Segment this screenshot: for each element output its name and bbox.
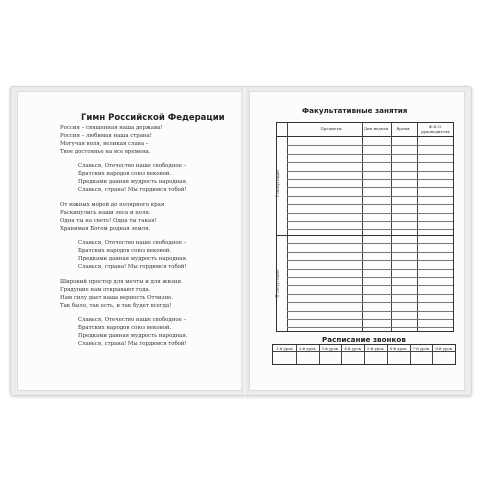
table-row [287,269,453,270]
anthem-verse [60,279,181,311]
bell-lesson-label: 8-й урок [435,346,453,351]
anthem-line: Россия – священная наша держава! [60,125,163,131]
anthem-line: Предками данная мудрость народная. [78,255,188,262]
table-row [287,277,453,278]
anthem-line: Братских народов союз вековой. [78,324,172,331]
table-row [287,154,453,155]
table-row [287,145,453,146]
anthem-line: Славься, Отечество наше свободное – [78,317,187,323]
anthem-line: Россия – любимая наша страна! [60,132,152,139]
anthem-verse [60,125,163,157]
anthem-chorus [78,317,188,349]
table-row [287,285,453,286]
table-row [287,213,453,214]
table-row [287,179,453,180]
table-row [287,260,453,261]
bell-lesson-label: 1-й урок [276,346,293,351]
table-row [287,229,453,230]
anthem-title: Гимн Российской Федерации [81,113,225,123]
bell-lesson-label: 6-й урок [389,346,407,351]
anthem-line: Славься, страна! Мы гордимся тобой! [78,263,187,270]
anthem-line: Широкий простор для мечты и для жизни [60,279,182,285]
electives-title: Факультативные занятия [302,106,408,115]
semester-divider [277,235,453,236]
left-page [17,91,243,391]
table-row [287,221,453,222]
bell-lesson-label: 7-й урок [412,346,430,351]
anthem-line: От южных морей до полярного края [60,202,165,208]
anthem-line: Одна ты на свете! Одна ты такая! [60,217,157,224]
anthem-line: Братских народов союз вековой. [78,170,172,177]
anthem-line: Славься, страна! Мы гордимся тобой! [78,340,187,347]
anthem-line: Грядущие нам открывают года. [60,286,151,293]
table-row [287,171,453,172]
anthem-chorus [78,163,188,195]
column-header-days: Дни недели [363,126,389,131]
open-notebook [10,86,472,396]
anthem-line: Славься, Отечество наше свободное – [78,240,187,246]
column-header-time: Время [396,126,410,131]
table-row [287,204,453,205]
electives-table [276,122,454,332]
right-page [249,91,465,391]
anthem-line: Хранимая Богом родная земля. [60,225,151,232]
anthem-line: Могучая воля, великая слава – [60,140,149,147]
anthem-line: Братских народов союз вековой. [78,247,172,254]
anthem-line: Славься, страна! Мы гордимся тобой! [78,186,187,193]
notebook-spine [241,87,249,395]
bell-schedule-table [272,344,456,365]
anthem-line: Славься, Отечество наше свободное – [78,163,187,169]
bell-lesson-label: 3-й урок [321,346,339,351]
column-header-subjects: Предметы [320,126,342,131]
electives-header-row [277,123,453,137]
second-semester-label: II полугодие [275,269,281,298]
table-row [287,294,453,295]
anthem-chorus [78,240,188,272]
table-row [287,243,453,244]
table-row [287,162,453,163]
table-row [287,252,453,253]
table-row [287,196,453,197]
table-row [287,302,453,303]
bell-lesson-label: 2-й урок [298,346,316,351]
table-row [287,319,453,320]
anthem-line: Предками данная мудрость народная. [78,178,188,185]
anthem-verse [60,202,164,234]
anthem-line: Раскинулись наши леса и поля. [60,209,151,216]
first-semester-label: I полугодие [275,170,281,197]
anthem-line: Твое достоянье на все времена. [60,148,151,155]
anthem-line: Так было, так есть, и так будет всегда! [60,302,172,309]
bell-lesson-label: 5-й урок [367,346,384,351]
table-row [287,187,453,188]
anthem-line: Предками данная мудрость народная. [78,332,188,339]
table-row [287,311,453,312]
anthem-line: Нам силу дает наша верность Отчизне. [60,294,174,301]
bell-lesson-label: 4-й урок [344,346,362,351]
bell-schedule-title: Расписание звонков [322,335,406,344]
table-row [287,327,453,328]
column-header-teacher: Ф.И.О. руководителя [421,124,450,134]
